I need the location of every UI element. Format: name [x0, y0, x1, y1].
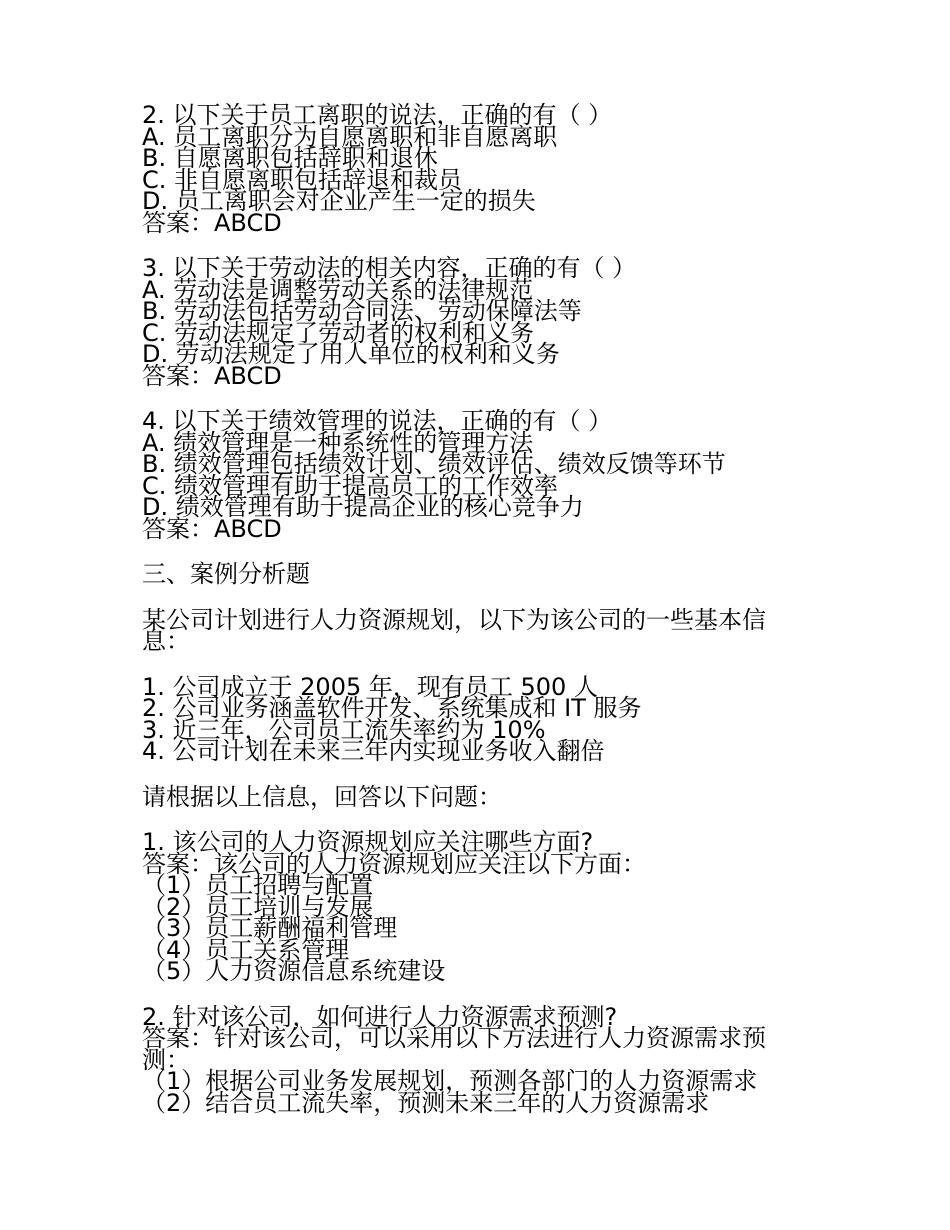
option-a: A. 员工离职分为自愿离职和非自愿离职	[142, 122, 558, 151]
question-text: 4. 以下关于绩效管理的说法，正确的有（ ）	[142, 407, 613, 435]
section-heading: 三、案例分析题	[142, 560, 310, 588]
case-prompt: 请根据以上信息，回答以下问题：	[142, 782, 502, 811]
answer-text: 答案：ABCD	[142, 361, 282, 390]
fact-item: 3. 近三年，公司员工流失率约为 10%	[142, 715, 546, 744]
option-a: A. 劳动法是调整劳动关系的法律规范	[142, 275, 534, 304]
case-question-2	[142, 1002, 802, 1117]
case-question-1	[142, 828, 802, 985]
answer-point: （1）根据公司业务发展规划，预测各部门的人力资源需求	[142, 1067, 758, 1095]
question-text: 2. 针对该公司，如何进行人力资源需求预测?	[142, 1002, 618, 1031]
option-c: C. 非自愿离职包括辞退和裁员	[142, 165, 463, 194]
case-intro: 某公司计划进行人力资源规划，以下为该公司的一些基本信息：	[142, 605, 766, 655]
answer-text: 答案：ABCD	[142, 514, 282, 543]
option-c: C. 劳动法规定了劳动者的权利和义务	[142, 318, 535, 347]
answer-point: （2）员工培训与发展	[142, 892, 374, 921]
answer-point: （4）员工关系管理	[142, 935, 350, 964]
option-a: A. 绩效管理是一种系统性的管理方法	[142, 428, 534, 457]
answer-point: （3）员工薪酬福利管理	[142, 914, 398, 942]
option-c: C. 绩效管理有助于提高员工的工作效率	[142, 471, 559, 500]
answer-point: （2）结合员工流失率，预测未来三年的人力资源需求	[142, 1088, 710, 1117]
case-intro-block	[142, 605, 802, 655]
option-b: B. 劳动法包括劳动合同法、劳动保障法等	[142, 297, 582, 325]
question-text: 3. 以下关于劳动法的相关内容，正确的有（ ）	[142, 254, 637, 282]
answer-text: 答案：针对该公司，可以采用以下方法进行人力资源需求预测：	[142, 1024, 766, 1074]
fact-item: 4. 公司计划在未来三年内实现业务收入翻倍	[142, 737, 605, 765]
answer-text: 答案：ABCD	[142, 208, 282, 237]
document-page	[142, 101, 802, 1138]
case-facts	[142, 672, 802, 765]
answer-point: （5）人力资源信息系统建设	[142, 957, 446, 985]
case-prompt-block	[142, 782, 802, 811]
fact-item: 1. 公司成立于 2005 年，现有员工 500 人	[142, 672, 598, 701]
question-2	[142, 101, 802, 237]
answer-point: （1）员工招聘与配置	[142, 871, 374, 899]
fact-item: 2. 公司业务涵盖软件开发、系统集成和 IT 服务	[142, 694, 642, 722]
option-d: D. 绩效管理有助于提高企业的核心竞争力	[142, 493, 584, 521]
option-d: D. 员工离职会对企业产生一定的损失	[142, 187, 536, 215]
option-b: B. 绩效管理包括绩效计划、绩效评估、绩效反馈等环节	[142, 450, 726, 478]
answer-text: 答案：该公司的人力资源规划应关注以下方面：	[142, 849, 646, 878]
option-d: D. 劳动法规定了用人单位的权利和义务	[142, 340, 560, 368]
question-4	[142, 407, 802, 543]
option-b: B. 自愿离职包括辞职和退休	[142, 144, 438, 172]
question-text: 1. 该公司的人力资源规划应关注哪些方面?	[142, 828, 594, 856]
section-heading-block	[142, 560, 802, 588]
question-3	[142, 254, 802, 390]
question-text: 2. 以下关于员工离职的说法，正确的有（ ）	[142, 101, 613, 129]
